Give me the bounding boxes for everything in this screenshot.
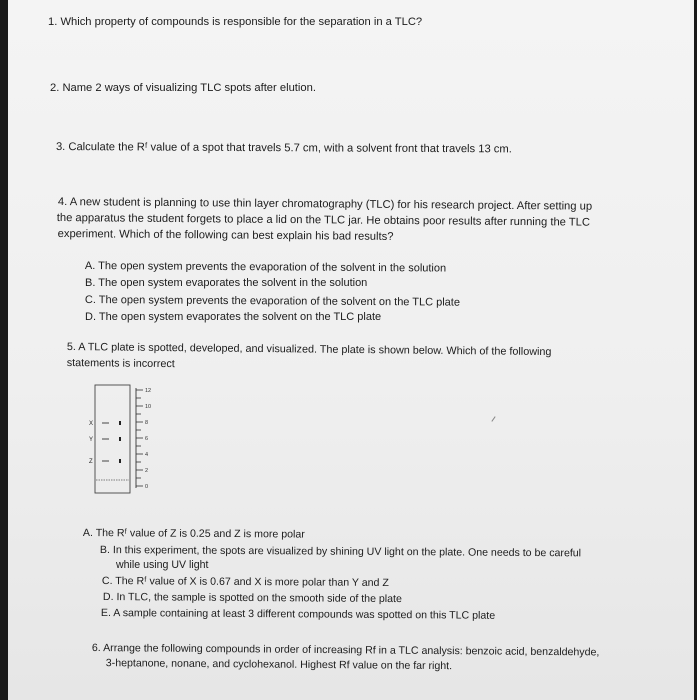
question-4-option-d: D. The open system evaporates the solvent on the TLC plate: [85, 311, 382, 323]
question-5-line-2: statements is incorrect: [66, 356, 175, 371]
spot-label-x: X: [89, 421, 94, 427]
spot-label-y: Y: [89, 437, 94, 443]
answer-b: B. In this experiment, the spots are visualized by shining UV light on the plate. One needs to be careful: [99, 544, 582, 560]
ruler-tick-label: 10: [145, 404, 152, 410]
pen-mark: [491, 416, 495, 421]
tlc-plate-figure: [80, 384, 200, 514]
question-6-line-1: 6. Arrange the following compounds in order of increasing Rf in a TLC analysis: benzoic acid, benzaldehyde,: [91, 641, 600, 659]
ruler-tick-label: 6: [145, 436, 149, 442]
answer-a: A. The Rᶠ value of Z is 0.25 and Z is more polar: [82, 527, 305, 541]
question-4-line-1: 4. A new student is planning to use thin layer chromatography (TLC) for his research project. After setting up: [57, 195, 593, 213]
question-4-option-b: B. The open system evaporates the solvent in the solution: [85, 277, 368, 289]
ruler-tick-label: 4: [145, 452, 149, 458]
question-5-line-1: 5. A TLC plate is spotted, developed, and visualized. The plate is shown below. Which of the following: [66, 340, 552, 359]
ruler-tick-label: 0: [145, 484, 149, 490]
question-4-line-2: the apparatus the student forgets to place a lid on the TLC jar. He obtains poor results after running the TLC: [56, 211, 591, 229]
answer-c: C. The Rᶠ value of X is 0.67 and X is more polar than Y and Z: [101, 575, 389, 590]
answer-b-continued: while using UV light: [116, 559, 209, 571]
spot-x: [119, 421, 121, 425]
question-4-option-a: A. The open system prevents the evaporation of the solvent in the solution: [84, 260, 447, 275]
question-4-option-c: C. The open system prevents the evaporation of the solvent on the TLC plate: [84, 294, 461, 309]
answer-e: E. A sample containing at least 3 different compounds was spotted on this TLC plate: [100, 607, 496, 622]
ruler-tick-label: 12: [145, 388, 152, 394]
question-4-line-3: experiment. Which of the following can best explain his bad results?: [57, 227, 394, 243]
ruler-tick-label: 2: [145, 468, 149, 474]
spot-z: [119, 459, 121, 463]
question-4: [58, 194, 593, 247]
answer-d: D. In TLC, the sample is spotted on the smooth side of the plate: [102, 591, 402, 606]
worksheet-page: [8, 0, 694, 700]
question-3: 3. Calculate the Rᶠ value of a spot that travels 5.7 cm, with a solvent front that travels 13 cm.: [55, 140, 512, 156]
question-1: 1. Which property of compounds is responsible for the separation in a TLC?: [48, 16, 423, 28]
question-5: [67, 339, 552, 376]
ruler-tick-label: 8: [145, 420, 149, 426]
spot-y: [119, 437, 121, 441]
spot-label-z: Z: [89, 459, 93, 465]
question-6: [92, 641, 600, 675]
question-2: 2. Name 2 ways of visualizing TLC spots after elution.: [50, 82, 316, 94]
tlc-plate: [95, 385, 130, 493]
question-6-line-2: 3-heptanone, nonane, and cyclohexanol. Highest Rf value on the far right.: [105, 657, 453, 673]
